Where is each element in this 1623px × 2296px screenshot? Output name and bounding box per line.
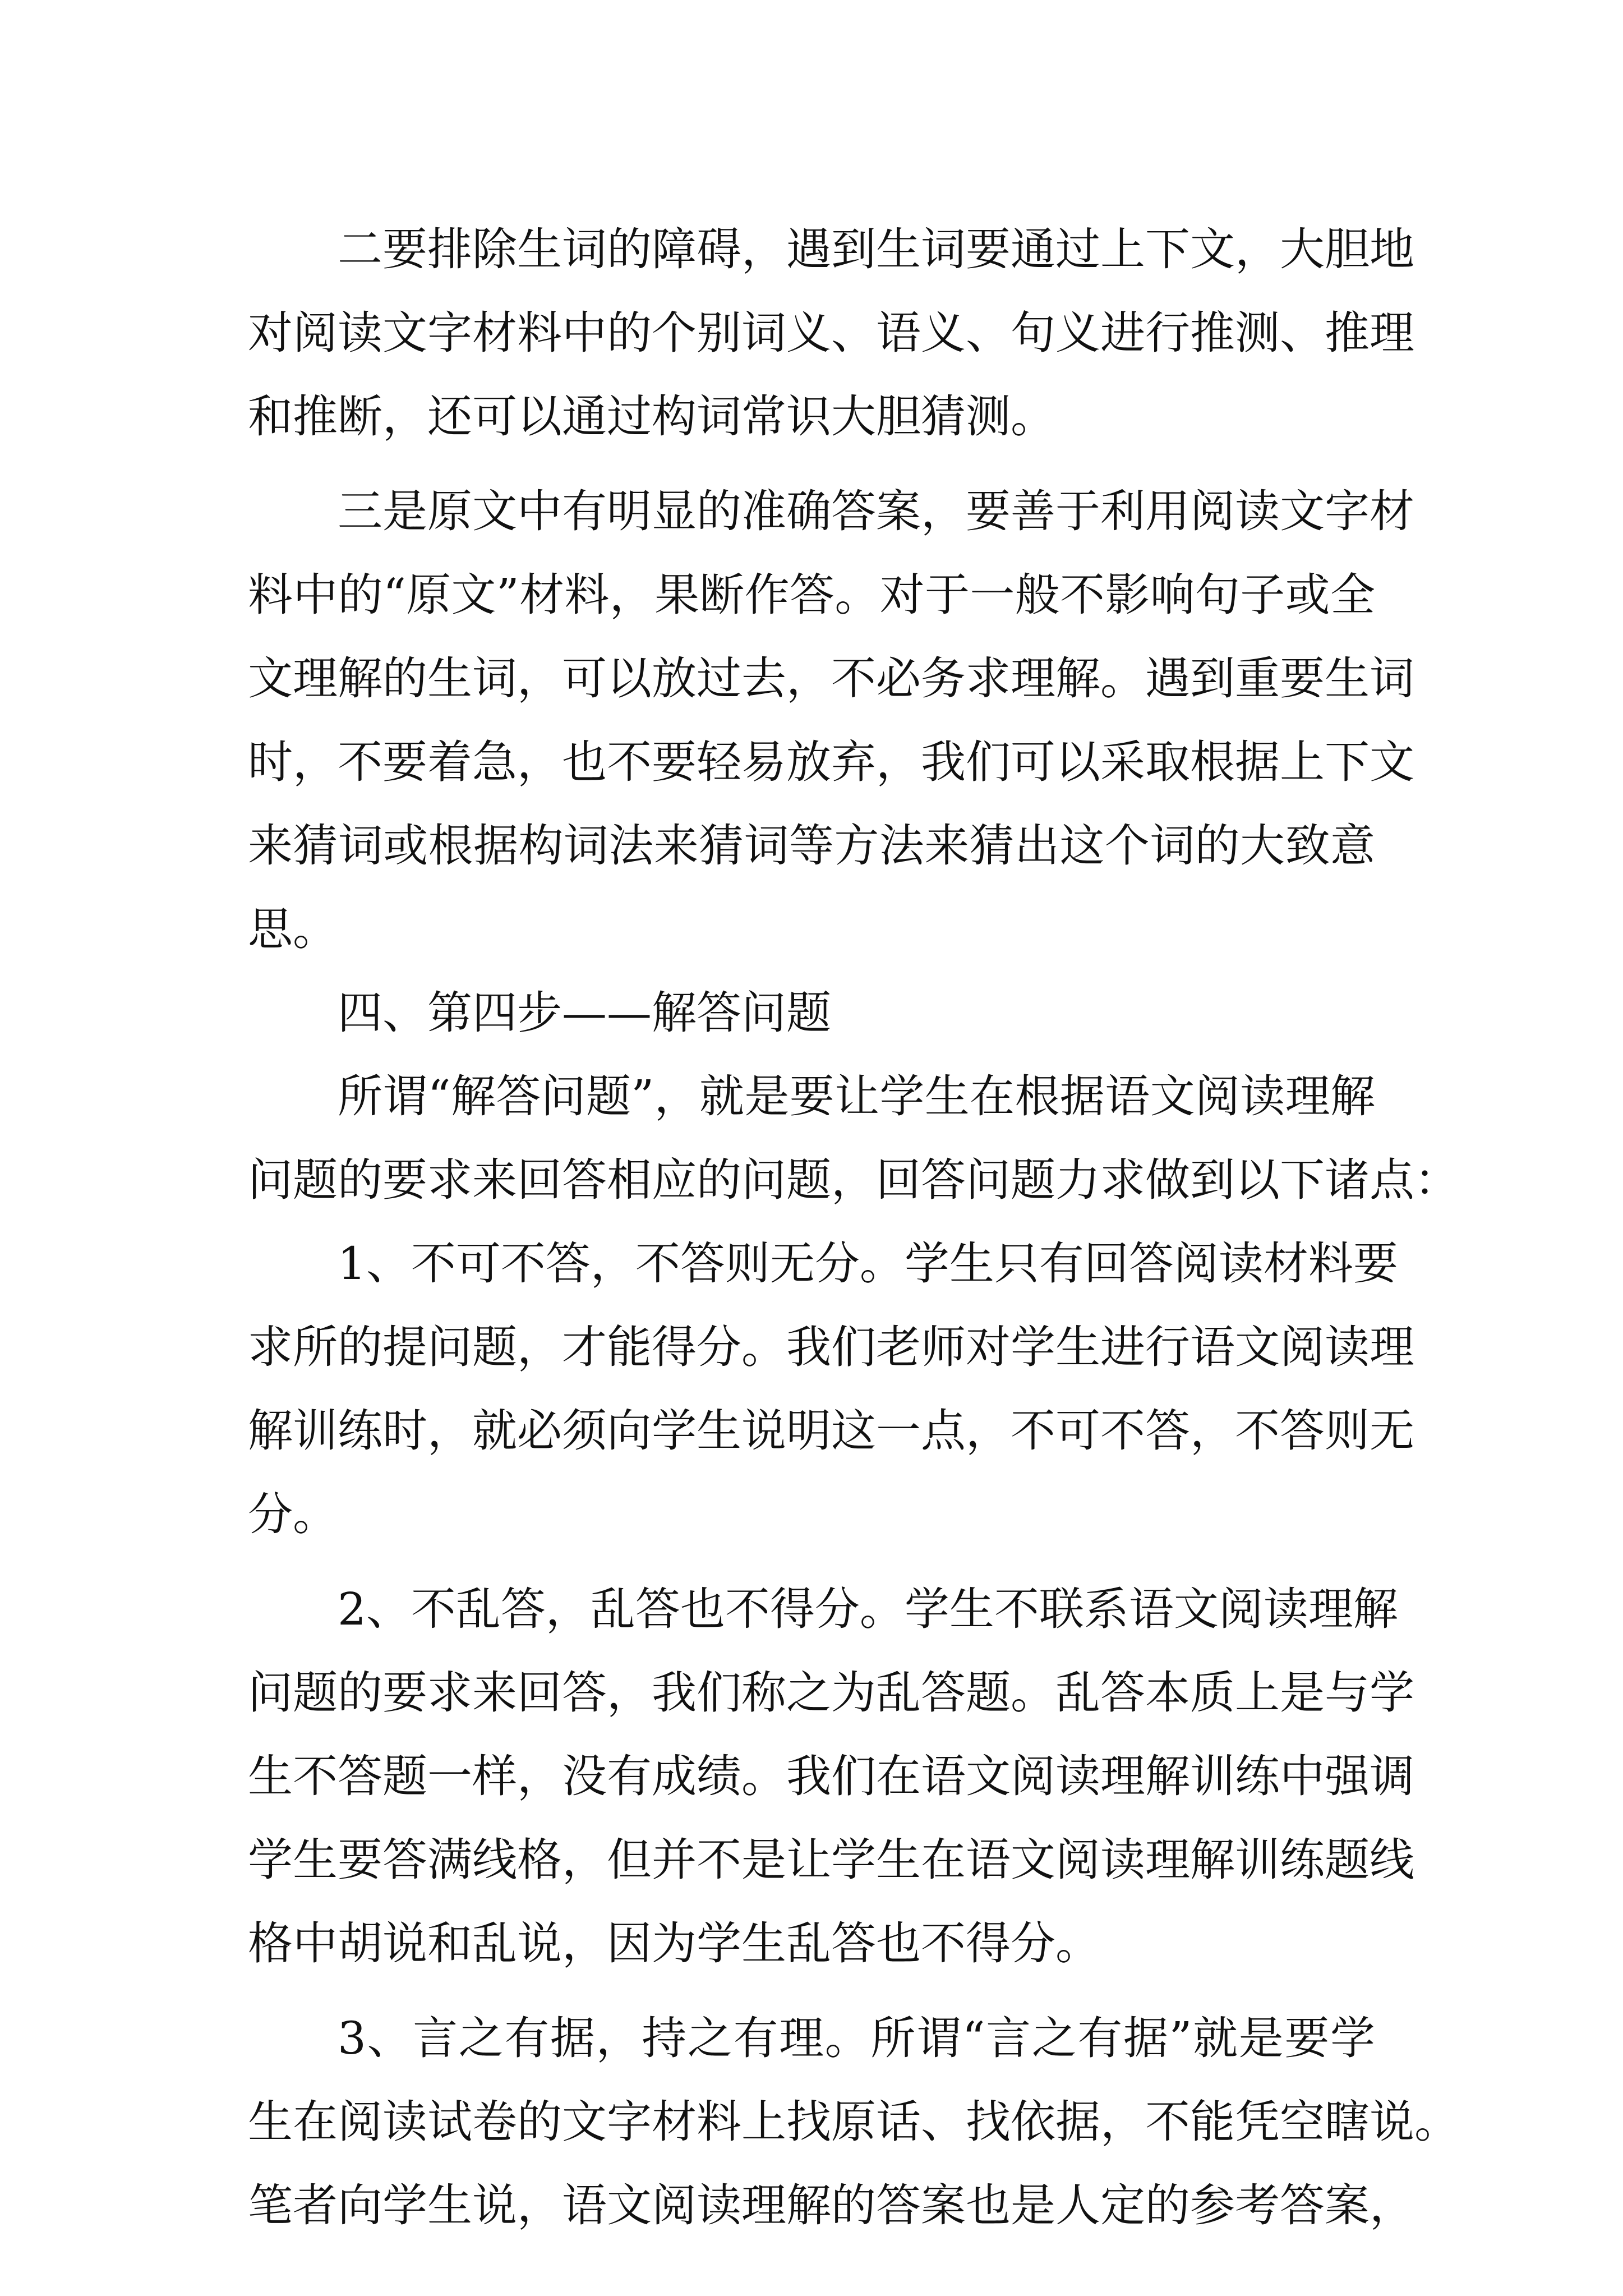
text-line: 求所的提问题，才能得分。我们老师对学生进行语文阅读理 [248,1321,1414,1373]
paragraph-point-3 [248,1996,1459,2247]
section-heading-step-four [248,971,1375,1055]
text-line: 时，不要着急，也不要轻易放弃，我们可以采取根据上下文 [248,736,1414,788]
text-line: 学生要答满线格，但并不是让学生在语文阅读理解训练题线 [248,1834,1414,1886]
text-line: 料中的“原文”材料，果断作答。对于一般不影响句子或全 [248,569,1375,621]
paragraph-point-2 [248,1567,1414,1985]
text-line: 1、不可不答，不答则无分。学生只有回答阅读材料要 [338,1237,1398,1290]
text-line: 二要排除生词的障碍，遇到生词要通过上下文，大胆地 [338,223,1414,275]
paragraph-remove-new-words [248,208,1414,458]
text-line: 和推断，还可以通过构词常识大胆猜测。 [248,390,1055,443]
text-line: 生在阅读试卷的文字材料上找原话、找依据，不能凭空瞎说。 [248,2096,1459,2148]
text-line: 三是原文中有明显的准确答案，要善于利用阅读文字材 [338,485,1414,537]
paragraph-original-text-answers [248,470,1414,971]
text-line: 2、不乱答，乱答也不得分。学生不联系语文阅读理解 [338,1583,1398,1635]
document-body [248,208,1459,2247]
text-line: 问题的要求来回答相应的问题，回答问题力求做到以下诸点： [248,1154,1459,1206]
section-heading: 四、第四步——解答问题 [338,987,831,1039]
text-line: 分。 [248,1488,338,1540]
text-line: 3、言之有据，持之有理。所谓“言之有据”就是要学 [338,2012,1375,2064]
text-line: 所谓“解答问题”，就是要让学生在根据语文阅读理解 [338,1070,1375,1122]
text-line: 格中胡说和乱说，因为学生乱答也不得分。 [248,1917,1100,1970]
text-line: 思。 [248,903,338,955]
text-line: 生不答题一样，没有成绩。我们在语文阅读理解训练中强调 [248,1750,1414,1802]
text-line: 笔者向学生说，语文阅读理解的答案也是人定的参考答案， [248,2179,1414,2231]
text-line: 文理解的生词，可以放过去，不必务求理解。遇到重要生词 [248,652,1414,705]
paragraph-point-1 [248,1222,1414,1556]
paragraph-answer-questions-intro [248,1055,1459,1222]
text-line: 对阅读文字材料中的个别词义、语义、句义进行推测、推理 [248,307,1414,359]
text-line: 问题的要求来回答，我们称之为乱答题。乱答本质上是与学 [248,1667,1414,1719]
text-line: 来猜词或根据构词法来猜词等方法来猜出这个词的大致意 [248,820,1375,872]
text-line: 解训练时，就必须向学生说明这一点，不可不答，不答则无 [248,1405,1414,1457]
